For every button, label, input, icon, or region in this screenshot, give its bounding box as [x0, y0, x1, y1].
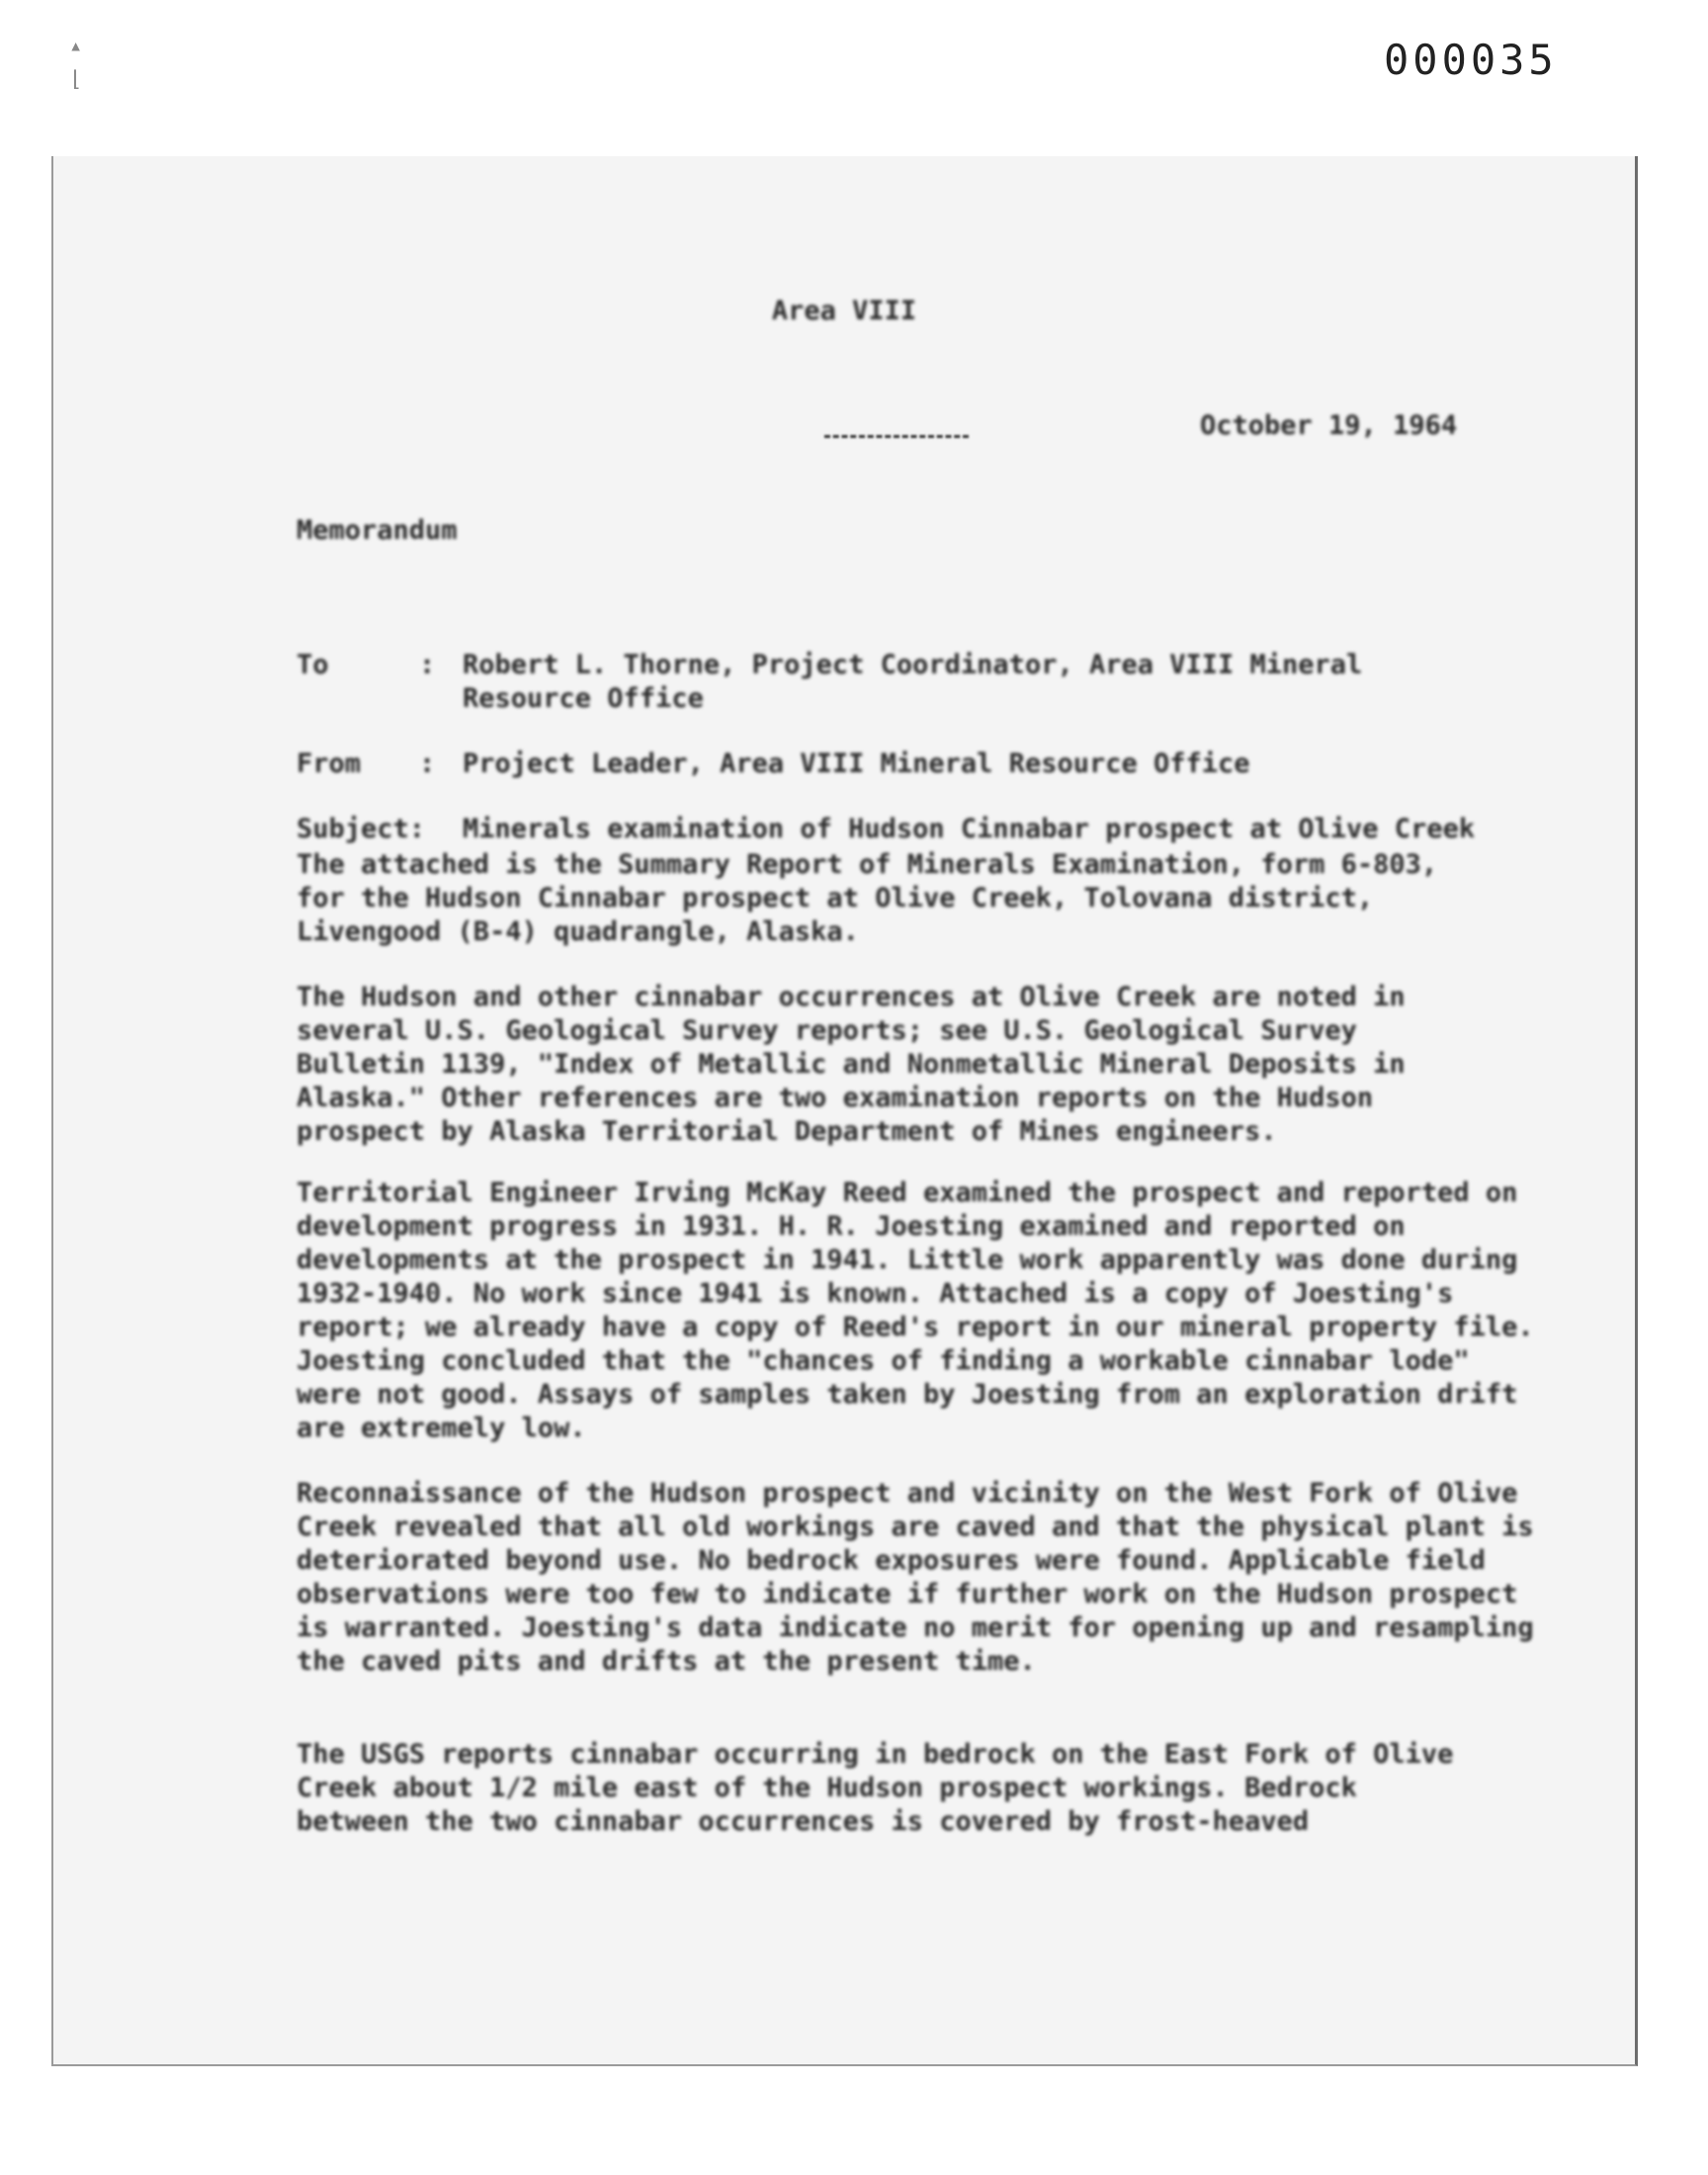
- subject-value: Minerals examination of Hudson Cinnabar prospect at Olive Creek: [463, 814, 1476, 844]
- paragraph-1: The attached is the Summary Report of Minerals Examination, form 6-803, for the Hudson Cinnabar prospect at Olive Creek, Tolovana district, Livengood (B-4) quadrangle, Alaska.: [297, 849, 1454, 947]
- heading-rule: [824, 435, 969, 438]
- from-label: From: [297, 748, 362, 779]
- subject-label: Subject:: [297, 814, 426, 844]
- to-value: Robert L. Thorne, Project Coordinator, Area VIII Mineral Resource Office: [463, 650, 1379, 714]
- to-sep: :: [419, 650, 436, 680]
- paragraph-5: The USGS reports cinnabar occurring in bedrock on the East Fork of Olive Creek about 1/2 mile east of the Hudson prospect workings. Bedrock between the two cinnabar occurrences is covered by frost-heaved: [297, 1739, 1470, 1837]
- corner-mark: ▴ ⌊: [69, 34, 83, 92]
- paragraph-2: The Hudson and other cinnabar occurrences at Olive Creek are noted in several U.S. Geological Survey reports; see U.S. Geological Survey Bulletin 1139, "Index of Metallic and Nonmetallic Mineral Deposits in Alaska." Other references are two examination reports on the Hudson prospect by Alaska Territorial Department of Mines engineers.: [297, 982, 1421, 1147]
- memo-label: Memorandum: [297, 515, 458, 546]
- memo-date: October 19, 1964: [1200, 410, 1458, 441]
- document-page: [51, 156, 1638, 2066]
- paragraph-4: Reconnaissance of the Hudson prospect and vicinity on the West Fork of Olive Creek revealed that all old workings are caved and that the physical plant is deteriorated beyond use. No bedrock exposures were found. Applicable field observations were too few to indicate if further work on the Hudson prospect is warranted. Joesting's data indicate no merit for opening up and resampling the caved pits and drifts at the present time.: [297, 1478, 1550, 1677]
- from-sep: :: [419, 748, 436, 779]
- from-value: Project Leader, Area VIII Mineral Resource Office: [463, 748, 1250, 779]
- to-label: To: [297, 650, 329, 680]
- heading: Area VIII: [771, 296, 917, 326]
- paragraph-3: Territorial Engineer Irving McKay Reed examined the prospect and reported on development progress in 1931. H. R. Joesting examined and reported on developments at the prospect in 1941. Little work apparently was done during 1932-1940. No work since 1941 is known. Attached is a copy of Joesting's report; we already have a copy of Reed's report in our mineral property file. Joesting concluded that the "chances of finding a workable cinnabar lode" were not good. Assays of samples taken by Joesting from an exploration drift are extremely low.: [297, 1177, 1550, 1443]
- page-stamp-number: 000035: [1384, 36, 1558, 84]
